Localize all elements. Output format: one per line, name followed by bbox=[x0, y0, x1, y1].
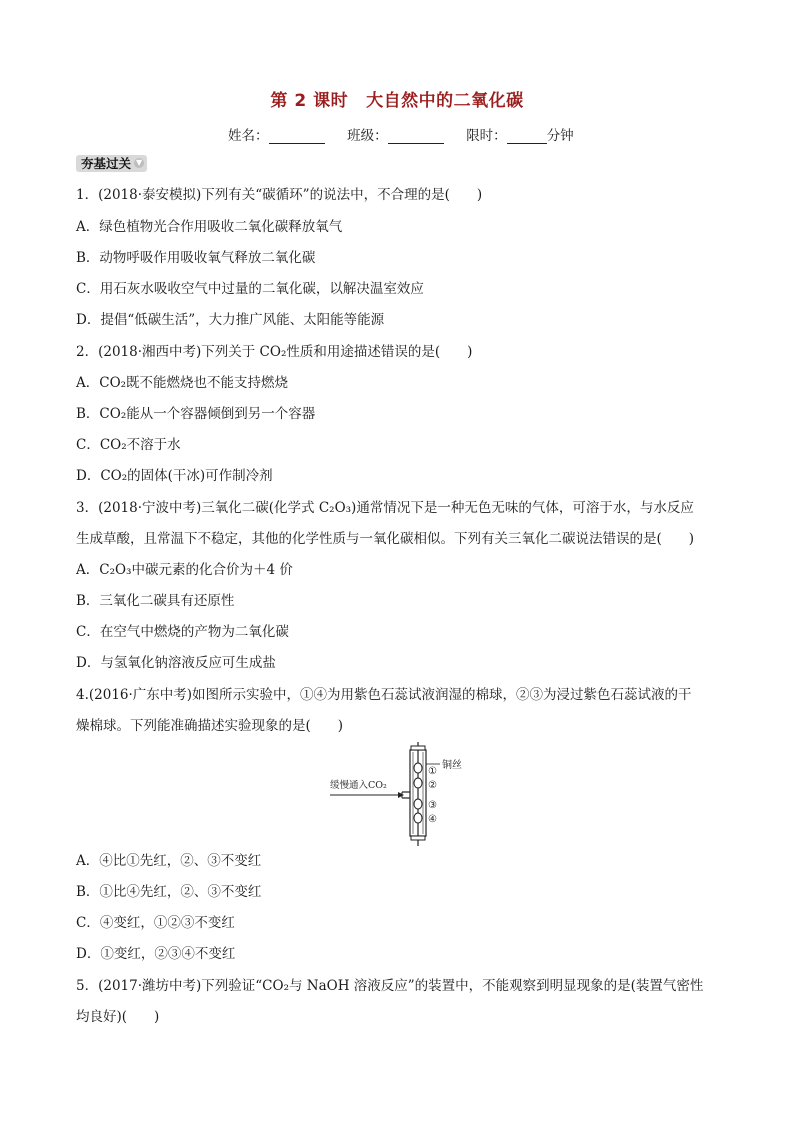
question-3-option-d: D．与氢氧化钠溶液反应可生成盐 bbox=[76, 655, 276, 671]
time-unit: 分钟 bbox=[546, 128, 574, 144]
question-4-option-a: A．④比①先红，②、③不变红 bbox=[76, 853, 262, 869]
question-2-option-d: D．CO₂的固体(干冰)可作制冷剂 bbox=[76, 468, 273, 484]
question-2-option-a: A．CO₂既不能燃烧也不能支持燃烧 bbox=[76, 375, 289, 391]
time-blank[interactable] bbox=[507, 129, 547, 144]
page-title bbox=[0, 86, 794, 111]
ball-label-4: ④ bbox=[428, 814, 437, 825]
class-label: 班级： bbox=[347, 128, 388, 144]
question-5-stem-line-2: 均良好)( ) bbox=[76, 1009, 160, 1025]
down-arrow-icon: ▼ bbox=[135, 158, 143, 167]
co2-experiment-figure bbox=[326, 738, 476, 850]
lesson-number: 第 2 课时 bbox=[270, 91, 349, 111]
question-4-option-c: C．④变红，①②③不变红 bbox=[76, 915, 235, 931]
section-badge-label: 夯基过关 bbox=[81, 156, 132, 171]
name-blank[interactable] bbox=[269, 129, 325, 144]
ball-label-1: ① bbox=[428, 766, 437, 777]
copper-wire-label: 铜丝 bbox=[442, 760, 462, 771]
question-1-option-b: B．动物呼吸作用吸收氧气释放二氧化碳 bbox=[76, 250, 316, 266]
question-4-option-d: D．①变红，②③④不变红 bbox=[76, 946, 236, 962]
time-label: 限时： bbox=[466, 128, 507, 144]
student-info-row bbox=[228, 124, 574, 144]
cotton-ball-4 bbox=[414, 813, 422, 823]
cotton-ball-3 bbox=[414, 799, 422, 809]
question-2-stem: 2．(2018·湘西中考)下列关于 CO₂性质和用途描述错误的是( ) bbox=[76, 344, 473, 360]
question-1-option-a: A．绿色植物光合作用吸收二氧化碳释放氧气 bbox=[76, 219, 343, 235]
question-3-stem-line-2: 生成草酸，且常温下不稳定，其他的化学性质与一氧化碳相似。下列有关三氧化二碳说法错误的是( ) bbox=[76, 531, 695, 547]
cotton-ball-2 bbox=[414, 778, 422, 788]
lesson-topic: 大自然中的二氧化碳 bbox=[366, 91, 524, 111]
ball-label-2: ② bbox=[428, 780, 437, 791]
class-blank[interactable] bbox=[388, 129, 444, 144]
question-3-option-b: B．三氧化二碳具有还原性 bbox=[76, 593, 235, 609]
question-3-stem-line-1: 3．(2018·宁波中考)三氧化二碳(化学式 C₂O₃)通常情况下是一种无色无味的气体，可溶于水，与水反应 bbox=[76, 500, 694, 516]
section-badge bbox=[76, 155, 147, 172]
question-2-option-c: C．CO₂不溶于水 bbox=[76, 437, 181, 453]
question-3-option-c: C．在空气中燃烧的产物为二氧化碳 bbox=[76, 624, 289, 640]
question-1-stem: 1．(2018·泰安模拟)下列有关“碳循环”的说法中，不合理的是( ) bbox=[76, 187, 483, 203]
question-1-option-d: D．提倡“低碳生活”，大力推广风能、太阳能等能源 bbox=[76, 312, 385, 328]
gas-inlet-label: 缓慢通入CO₂ bbox=[330, 780, 387, 791]
ball-label-3: ③ bbox=[428, 800, 437, 811]
question-4-stem-line-1: 4.(2016·广东中考)如图所示实验中，①④为用紫色石蕊试液润湿的棉球，②③为浸过紫色石蕊试液的干 bbox=[76, 687, 692, 703]
question-5-stem-line-1: 5．(2017·潍坊中考)下列验证“CO₂与 NaOH 溶液反应”的装置中，不能观察到明显现象的是(装置气密性 bbox=[76, 978, 704, 994]
name-label: 姓名： bbox=[228, 128, 269, 144]
cotton-ball-1 bbox=[414, 763, 422, 773]
question-1-option-c: C．用石灰水吸收空气中过量的二氧化碳，以解决温室效应 bbox=[76, 281, 424, 297]
question-2-option-b: B．CO₂能从一个容器倾倒到另一个容器 bbox=[76, 406, 316, 422]
question-4-option-b: B．①比④先红，②、③不变红 bbox=[76, 884, 262, 900]
question-4-stem-line-2: 燥棉球。下列能准确描述实验现象的是( ) bbox=[76, 718, 344, 734]
question-3-option-a: A．C₂O₃中碳元素的化合价为＋4 价 bbox=[76, 562, 293, 578]
